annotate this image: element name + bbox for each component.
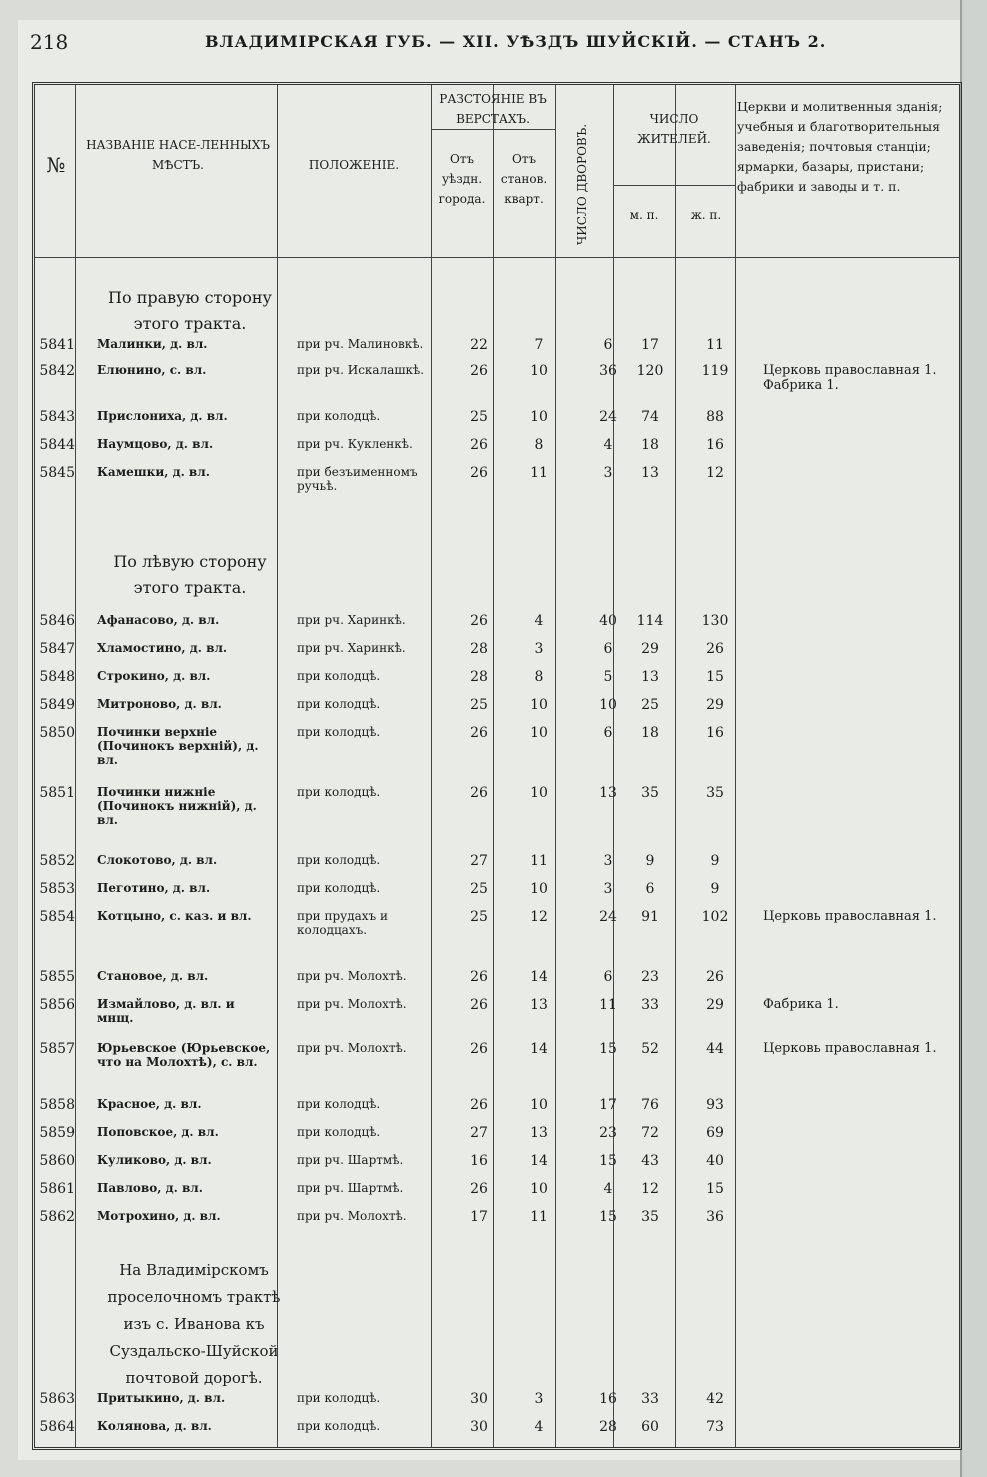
cell-f: 88 (706, 409, 724, 425)
cell-d1: 26 (470, 969, 488, 985)
section-left: По лѣвую сторону этого тракта. (113, 552, 267, 597)
cell-name: Строкино, д. вл. (97, 669, 211, 683)
cell-pos: при колодцѣ. (297, 853, 381, 867)
cell-dv: 6 (603, 969, 613, 985)
cell-d2: 3 (534, 641, 544, 657)
cell-f: 29 (706, 697, 724, 713)
cell-d1: 25 (470, 697, 488, 713)
cell-pos: при рч. Молохтѣ. (297, 1041, 407, 1055)
cell-d2: 10 (530, 1181, 548, 1197)
cell-d2: 10 (530, 881, 548, 897)
cell-d2: 14 (530, 969, 548, 985)
cell-num: 5857 (39, 1041, 75, 1057)
cell-f: 12 (706, 465, 724, 481)
cell-name: Малинки, д. вл. (97, 337, 208, 351)
cell-d1: 26 (470, 785, 488, 801)
cell-d1: 26 (470, 1181, 488, 1197)
cell-pos: при колодцѣ. (297, 1125, 381, 1139)
table-row (35, 337, 965, 363)
table-row (35, 725, 965, 767)
cell-pos: при рч. Малиновкѣ. (297, 337, 424, 351)
cell-pos: при безъименномъ ручьѣ. (297, 465, 418, 493)
cell-dv: 6 (603, 725, 613, 741)
cell-d1: 17 (470, 1209, 488, 1225)
cell-dv: 3 (603, 465, 613, 481)
cell-dv: 4 (603, 1181, 613, 1197)
table-row (35, 465, 965, 491)
cell-d2: 13 (530, 1125, 548, 1141)
cell-m: 114 (636, 613, 664, 629)
section-vladimir: На Владимірскомъ проселочномъ трактѣ изъ с. Иванова къ Суздальско-Шуйской почтовой дорогѣ. (107, 1261, 281, 1387)
cell-pos: при колодцѣ. (297, 697, 381, 711)
cell-m: 13 (641, 669, 659, 685)
cell-name: Притыкино, д. вл. (97, 1391, 226, 1405)
cell-d2: 14 (530, 1041, 548, 1057)
cell-pos: при рч. Кукленкѣ. (297, 437, 413, 451)
cell-d1: 26 (470, 613, 488, 629)
cell-num: 5853 (39, 881, 75, 897)
cell-d2: 8 (534, 437, 544, 453)
col-position: ПОЛОЖЕНІЕ. (308, 158, 400, 172)
cell-dv: 36 (599, 363, 617, 379)
cell-f: 29 (706, 997, 724, 1013)
cell-m: 23 (641, 969, 659, 985)
cell-num: 5856 (39, 997, 75, 1013)
cell-dv: 3 (603, 881, 613, 897)
cell-dv: 15 (599, 1041, 617, 1057)
cell-m: 33 (641, 1391, 659, 1407)
col-households: ЧИСЛО ДВОРОВЪ. (575, 123, 589, 245)
cell-num: 5841 (39, 337, 75, 353)
cell-m: 35 (641, 785, 659, 801)
cell-name: Наумцово, д. вл. (97, 437, 214, 451)
table-row (35, 1209, 965, 1235)
cell-f: 26 (706, 641, 724, 657)
col-num: № (46, 153, 66, 177)
table-row (35, 363, 965, 393)
cell-f: 44 (706, 1041, 724, 1057)
cell-f: 16 (706, 725, 724, 741)
cell-num: 5842 (39, 363, 75, 379)
cell-m: 33 (641, 997, 659, 1013)
table-row (35, 969, 965, 995)
cell-f: 69 (706, 1125, 724, 1141)
cell-d2: 10 (530, 1097, 548, 1113)
cell-dv: 28 (599, 1419, 617, 1435)
cell-pos: при рч. Шартмѣ. (297, 1153, 404, 1167)
col-notes: Церкви и молитвенныя зданія; учебныя и благотворительныя заведенія; почтовыя станціи; ярмарки, базары, пристани; фабрики и заводы и т. п. (737, 99, 943, 194)
cell-m: 52 (641, 1041, 659, 1057)
cell-pos: при колодцѣ. (297, 669, 381, 683)
cell-f: 36 (706, 1209, 724, 1225)
cell-dv: 16 (599, 1391, 617, 1407)
col-name: НАЗВАНІЕ НАСЕ-ЛЕННЫХЪ МѢСТЪ. (86, 138, 270, 172)
cell-name: Слокотово, д. вл. (97, 853, 218, 867)
table-row (35, 613, 965, 639)
cell-m: 76 (641, 1097, 659, 1113)
cell-num: 5846 (39, 613, 75, 629)
cell-num: 5859 (39, 1125, 75, 1141)
col-from-stan: Отъ станов. кварт. (500, 152, 548, 206)
cell-m: 43 (641, 1153, 659, 1169)
cell-name: Красное, д. вл. (97, 1097, 202, 1111)
cell-f: 130 (701, 613, 729, 629)
cell-d1: 26 (470, 465, 488, 481)
cell-dv: 10 (599, 697, 617, 713)
cell-pos: при рч. Харинкѣ. (297, 641, 406, 655)
cell-name: Мотрохино, д. вл. (97, 1209, 221, 1223)
table-row (35, 1419, 965, 1445)
col-from-city: Отъ уѣздн. города. (438, 152, 486, 206)
cell-name: Поповское, д. вл. (97, 1125, 219, 1139)
cell-f: 15 (706, 1181, 724, 1197)
cell-d1: 26 (470, 1097, 488, 1113)
cell-pos: при рч. Молохтѣ. (297, 1209, 407, 1223)
cell-num: 5847 (39, 641, 75, 657)
cell-note: Церковь православная 1. (763, 909, 937, 924)
settlements-table (32, 82, 962, 1450)
cell-pos: при колодцѣ. (297, 409, 381, 423)
cell-name: Куликово, д. вл. (97, 1153, 212, 1167)
cell-name: Становое, д. вл. (97, 969, 209, 983)
cell-num: 5864 (39, 1419, 75, 1435)
cell-d2: 4 (534, 1419, 544, 1435)
cell-f: 102 (701, 909, 729, 925)
cell-pos: при рч. Шартмѣ. (297, 1181, 404, 1195)
cell-d1: 26 (470, 1041, 488, 1057)
cell-num: 5850 (39, 725, 75, 741)
cell-d1: 28 (470, 669, 488, 685)
cell-note: Церковь православная 1. Фабрика 1. (763, 363, 937, 393)
cell-d2: 13 (530, 997, 548, 1013)
col-inhabitants: ЧИСЛО ЖИТЕЛЕЙ. (637, 112, 711, 146)
section-right: По правую сторону этого тракта. (108, 288, 272, 333)
cell-name: Прислониха, д. вл. (97, 409, 228, 423)
table-row (35, 1041, 965, 1067)
cell-pos: при рч. Молохтѣ. (297, 997, 407, 1011)
cell-m: 72 (641, 1125, 659, 1141)
cell-f: 40 (706, 1153, 724, 1169)
cell-d2: 12 (530, 909, 548, 925)
cell-num: 5851 (39, 785, 75, 801)
cell-f: 15 (706, 669, 724, 685)
cell-m: 120 (636, 363, 664, 379)
page-number: 218 (30, 30, 69, 54)
cell-f: 9 (710, 881, 720, 897)
cell-name: Митроново, д. вл. (97, 697, 222, 711)
cell-m: 29 (641, 641, 659, 657)
cell-num: 5843 (39, 409, 75, 425)
cell-d2: 10 (530, 785, 548, 801)
cell-d2: 7 (534, 337, 544, 353)
cell-dv: 15 (599, 1209, 617, 1225)
cell-pos: при прудахъ и колодцахъ. (297, 909, 388, 937)
cell-num: 5862 (39, 1209, 75, 1225)
cell-m: 60 (641, 1419, 659, 1435)
cell-dv: 13 (599, 785, 617, 801)
cell-d2: 10 (530, 363, 548, 379)
cell-d1: 25 (470, 909, 488, 925)
cell-d1: 16 (470, 1153, 488, 1169)
table-row (35, 853, 965, 879)
cell-f: 26 (706, 969, 724, 985)
table-row (35, 1391, 965, 1417)
cell-pos: при рч. Искалашкѣ. (297, 363, 425, 377)
cell-pos: при колодцѣ. (297, 881, 381, 895)
cell-dv: 6 (603, 641, 613, 657)
cell-dv: 11 (599, 997, 617, 1013)
cell-d1: 26 (470, 725, 488, 741)
cell-m: 25 (641, 697, 659, 713)
cell-dv: 17 (599, 1097, 617, 1113)
page-title: ВЛАДИМІРСКАЯ ГУБ. — XII. УѢЗДЪ ШУЙСКІЙ. — СТАНЪ 2. (205, 32, 827, 51)
table-row (35, 997, 965, 1023)
cell-d2: 4 (534, 613, 544, 629)
page-header (0, 30, 987, 56)
cell-num: 5860 (39, 1153, 75, 1169)
cell-m: 13 (641, 465, 659, 481)
cell-dv: 15 (599, 1153, 617, 1169)
cell-name: Починки нижніе (Починокъ нижній), д. вл. (97, 785, 257, 827)
cell-dv: 24 (599, 409, 617, 425)
cell-d1: 30 (470, 1419, 488, 1435)
table-row (35, 909, 965, 935)
cell-m: 18 (641, 437, 659, 453)
cell-m: 17 (641, 337, 659, 353)
cell-m: 18 (641, 725, 659, 741)
cell-dv: 5 (603, 669, 613, 685)
cell-d1: 30 (470, 1391, 488, 1407)
table-row (35, 1097, 965, 1123)
cell-m: 12 (641, 1181, 659, 1197)
cell-dv: 4 (603, 437, 613, 453)
cell-num: 5845 (39, 465, 75, 481)
cell-m: 74 (641, 409, 659, 425)
cell-m: 9 (645, 853, 655, 869)
table-row (35, 437, 965, 463)
table-row (35, 1153, 965, 1179)
cell-pos: при колодцѣ. (297, 1391, 381, 1405)
cell-dv: 40 (599, 613, 617, 629)
cell-d1: 22 (470, 337, 488, 353)
cell-num: 5863 (39, 1391, 75, 1407)
cell-d1: 26 (470, 997, 488, 1013)
cell-d1: 25 (470, 881, 488, 897)
cell-pos: при колодцѣ. (297, 1419, 381, 1433)
table-row (35, 409, 965, 435)
cell-name: Камешки, д. вл. (97, 465, 210, 479)
cell-dv: 6 (603, 337, 613, 353)
cell-d2: 10 (530, 725, 548, 741)
cell-d2: 3 (534, 1391, 544, 1407)
cell-dv: 24 (599, 909, 617, 925)
cell-pos: при колодцѣ. (297, 725, 381, 739)
cell-d2: 11 (530, 465, 548, 481)
cell-f: 11 (706, 337, 724, 353)
cell-d2: 10 (530, 697, 548, 713)
cell-num: 5861 (39, 1181, 75, 1197)
col-distance: РАЗСТОЯНІЕ ВЪ ВЕРСТАХЪ. (439, 92, 547, 126)
table-row (35, 669, 965, 695)
cell-note: Фабрика 1. (763, 997, 839, 1012)
cell-name: Афанасово, д. вл. (97, 613, 220, 627)
cell-name: Пеготино, д. вл. (97, 881, 211, 895)
col-female: ж. п. (690, 208, 722, 222)
cell-note: Церковь православная 1. (763, 1041, 937, 1056)
cell-d2: 14 (530, 1153, 548, 1169)
cell-f: 16 (706, 437, 724, 453)
cell-pos: при рч. Харинкѣ. (297, 613, 406, 627)
cell-d1: 27 (470, 1125, 488, 1141)
cell-dv: 3 (603, 853, 613, 869)
table-row (35, 1181, 965, 1207)
cell-name: Хламостино, д. вл. (97, 641, 228, 655)
table-row (35, 1125, 965, 1151)
col-male: м. п. (629, 208, 659, 222)
table-row (35, 881, 965, 907)
cell-d2: 11 (530, 853, 548, 869)
cell-d1: 26 (470, 437, 488, 453)
cell-d1: 26 (470, 363, 488, 379)
cell-d1: 25 (470, 409, 488, 425)
cell-num: 5849 (39, 697, 75, 713)
cell-num: 5844 (39, 437, 75, 453)
cell-f: 119 (701, 363, 729, 379)
cell-f: 93 (706, 1097, 724, 1113)
cell-m: 6 (645, 881, 655, 897)
cell-name: Елюнино, с. вл. (97, 363, 207, 377)
cell-num: 5852 (39, 853, 75, 869)
cell-name: Починки верхніе (Починокъ верхній), д. вл. (97, 725, 259, 767)
cell-f: 42 (706, 1391, 724, 1407)
cell-d2: 11 (530, 1209, 548, 1225)
cell-name: Павлово, д. вл. (97, 1181, 203, 1195)
cell-name: Котцыно, с. каз. и вл. (97, 909, 252, 923)
table-row (35, 697, 965, 723)
cell-pos: при колодцѣ. (297, 1097, 381, 1111)
cell-d1: 28 (470, 641, 488, 657)
table-row (35, 641, 965, 667)
cell-name: Колянова, д. вл. (97, 1419, 212, 1433)
cell-m: 91 (641, 909, 659, 925)
cell-num: 5848 (39, 669, 75, 685)
cell-f: 9 (710, 853, 720, 869)
table-row (35, 785, 965, 827)
cell-d1: 27 (470, 853, 488, 869)
cell-f: 35 (706, 785, 724, 801)
cell-dv: 23 (599, 1125, 617, 1141)
cell-name: Юрьевское (Юрьевское, что на Молохтѣ), с. вл. (97, 1041, 271, 1069)
cell-name: Измайлово, д. вл. и мнщ. (97, 997, 235, 1025)
cell-pos: при колодцѣ. (297, 785, 381, 799)
cell-pos: при рч. Молохтѣ. (297, 969, 407, 983)
cell-d2: 10 (530, 409, 548, 425)
cell-num: 5858 (39, 1097, 75, 1113)
cell-num: 5854 (39, 909, 75, 925)
cell-num: 5855 (39, 969, 75, 985)
cell-f: 73 (706, 1419, 724, 1435)
cell-m: 35 (641, 1209, 659, 1225)
cell-d2: 8 (534, 669, 544, 685)
